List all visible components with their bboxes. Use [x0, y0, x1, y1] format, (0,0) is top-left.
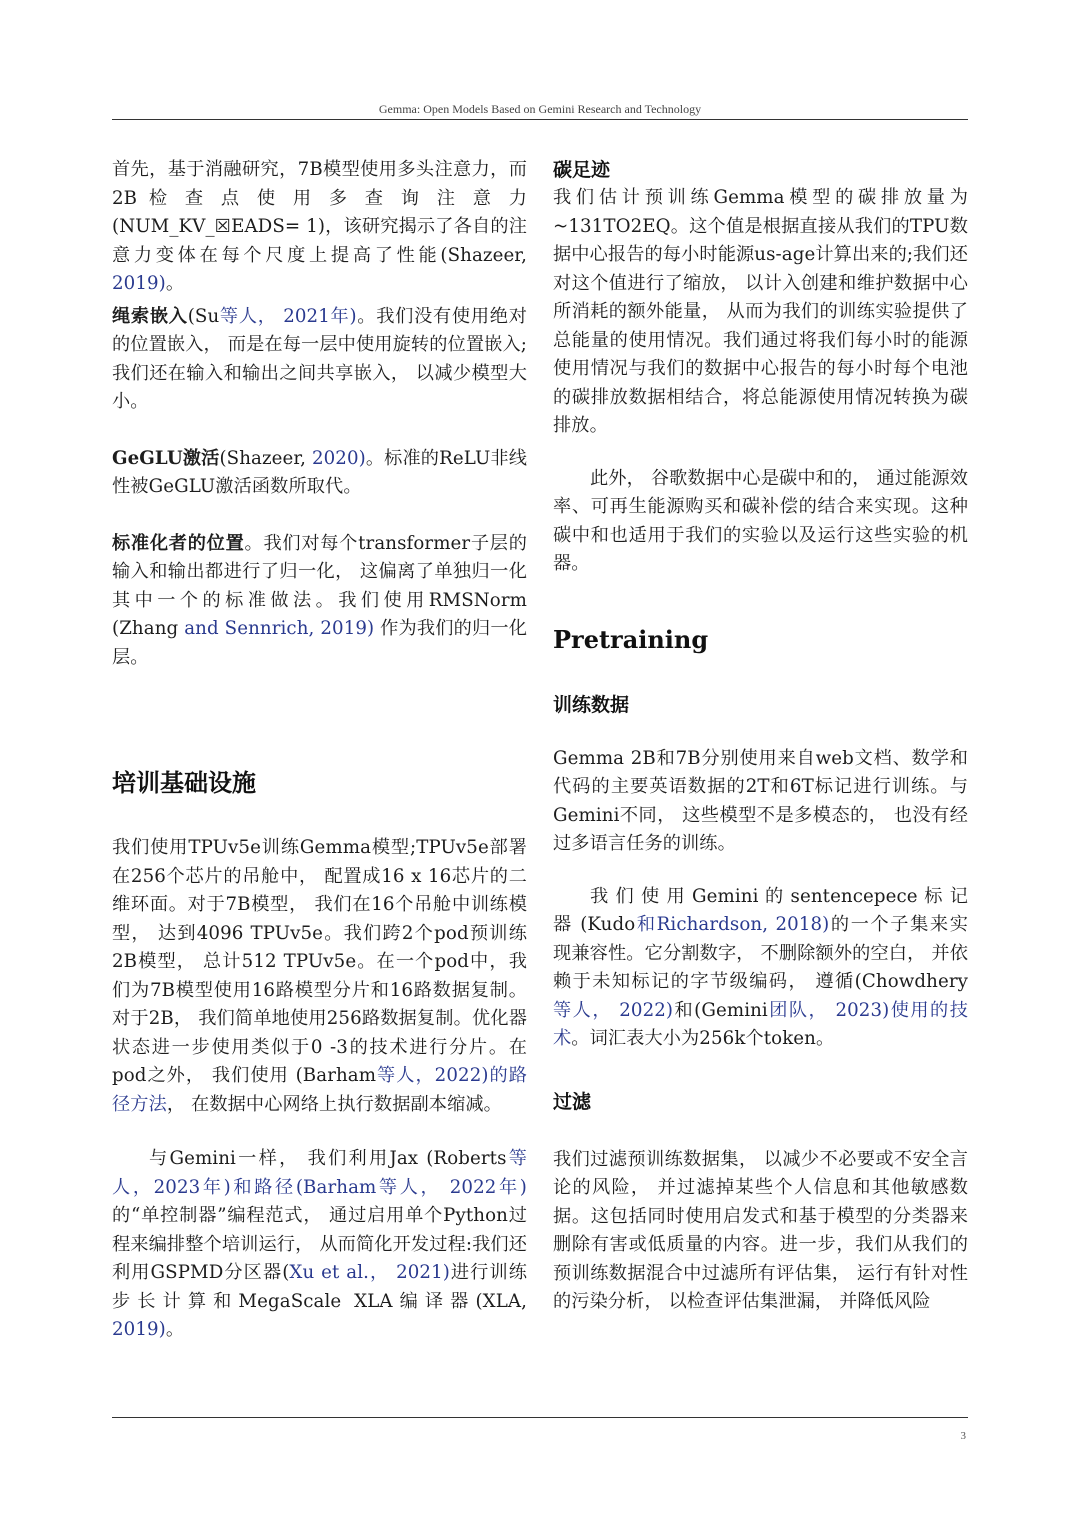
paragraph-geglu — [112, 445, 527, 502]
section-heading-pretraining: Pretraining — [553, 624, 709, 654]
footer-rule — [112, 1417, 968, 1418]
citation-link[interactable]: 2019) — [112, 1319, 166, 1340]
subsection-heading-training-data: 训练数据 — [553, 693, 630, 716]
paragraph-text: (Shazeer, — [219, 447, 312, 469]
run-in-heading: 标准化者的位置 — [112, 532, 245, 554]
citation-link[interactable]: 团队， 2023)使用的技术 — [553, 999, 968, 1049]
paragraph-text: 与Gemini一样， 我们利用Jax (Roberts — [149, 1148, 507, 1169]
paragraph-text: 我们估计预训练Gemma模型的碳排放量为~131TO2EQ。这个值是根据直接从我们的TPU数据中心报告的每小时能源us-age计算出来的;我们还对这个值进行了缩放， 以计入创建和维护数据中心所消耗的额外能量， 从而为我们的训练实验提供了总能量的使用情况。我们通过将我们每小时的能源使用情况与我们的数据中心报告的每小时每个电池的碳排放数据相结合，将总能源使用情况转换为碳排放。 — [553, 187, 968, 436]
paragraph-jax — [112, 1145, 527, 1345]
paragraph-text: 我们使用TPUv5e训练Gemma模型;TPUv5e部署在256个芯片的吊舱中， 配置成16 x 16芯片的二维环面。对于7B模型， 我们在16个吊舱中训练模型， 达到4096 TPUv5e。我们跨2个pod预训练2B模型， 总计512 TPUv5e。在一个pod中，我们为7B模型使用16路模型分片和16路数据复制。对于2B， 我们简单地使用256路数据复制。优化器状态进一步使用类似于0 -3的技术进行分片。在pod之外， 我们使用 (Barham — [112, 837, 527, 1086]
paragraph-text: (Su — [187, 305, 220, 327]
paragraph-text: 。我们对每个transformer子层的输入和输出都进行了归一化， 这偏离了单独归一化其中一个的标准做法。我们使用RMSNorm (Zhang — [112, 532, 527, 639]
paragraph-text: 进行训练步长计算和MegaScale XLA编译器(XLA, — [112, 1262, 527, 1312]
running-header: Gemma: Open Models Based on Gemini Research and Technology — [378, 102, 702, 116]
paragraph-text: 。 — [165, 1319, 185, 1340]
page-number: 3 — [960, 1430, 966, 1442]
citation-link[interactable]: 等人，2023年)和路径( — [112, 1148, 527, 1198]
paragraph-text: 首先，基于消融研究，7B模型使用多头注意力，而 2B 检 查 点 使 用 多 查 询 注 意 力 (NUM_KV_☒EADS= 1)，该研究揭示了各自的注意力变体在每个尺度上提高了性能(Shazeer, — [112, 159, 527, 266]
section-heading-carbon: 碳足迹 — [553, 159, 611, 181]
paragraph-text: 。标准的ReLU非线性被GeGLU激活函数所取代。 — [112, 447, 527, 497]
citation-link[interactable]: 2019) — [112, 273, 166, 294]
paragraph-text: 和(Gemini — [673, 999, 768, 1021]
paragraph-tpu — [112, 834, 527, 1119]
paragraph-text: 。我们没有使用绝对的位置嵌入， 而是在每一层中使用旋转的位置嵌入;我们还在输入和输出之间共享嵌入， 以减少模型大小。 — [112, 305, 527, 412]
paragraph-text: 。 — [165, 273, 185, 294]
paragraph-training-data — [553, 745, 968, 859]
paragraph-text: 我们过滤预训练数据集， 以减少不必要或不安全言论的风险， 并过滤掉某些个人信息和其他敏感数据。这包括同时使用启发式和基于模型的分类器来删除有害或低质量的内容。进一步，我们从我们的预训练数据混合中过滤所有评估集， 运行有针对性的污染分析， 以检查评估集泄漏， 并降低风险 — [553, 1148, 968, 1312]
left-column — [112, 156, 527, 1345]
citation-link[interactable]: 等人， 2021年) — [219, 305, 357, 327]
citation-link[interactable]: 等人， 2022年) — [376, 1176, 527, 1198]
citation-link[interactable]: 2020) — [311, 447, 366, 469]
citation-link[interactable]: 等人，2022)的路径方法 — [112, 1065, 528, 1115]
section-heading-infrastructure: 培训基础设施 — [112, 768, 256, 797]
citation-link[interactable]: 和Richardson, 2018) — [635, 914, 830, 935]
paragraph-carbon — [553, 184, 968, 441]
paragraph-attention — [112, 156, 527, 299]
paragraph-text: 我 们 使 用 Gemini 的 sentencepece 标 记 器 (Kudo — [553, 885, 968, 935]
subsection-heading-filtering: 过滤 — [553, 1090, 592, 1113]
paragraph-text: 作为我们的归一化层。 — [112, 618, 527, 668]
paragraph-text: 的“单控制器”编程范式， 通过启用单个Python过程来编排整个培训运行， 从而简化开发过程:我们还利用GSPMD分区器( — [112, 1205, 527, 1283]
run-in-heading: 绳索嵌入 — [112, 305, 188, 327]
paragraph-text: 此外， 谷歌数据中心是碳中和的， 通过能源效率、可再生能源购买和碳补偿的结合来实现。这种碳中和也适用于我们的实验以及运行这些实验的机器。 — [553, 467, 968, 574]
paragraph-text: ， 在数据中心网络上执行数据副本缩减。 — [166, 1093, 502, 1115]
paragraph-text: 。词汇表大小为256k个token。 — [571, 1028, 835, 1049]
citation-link[interactable]: 等人， 2022) — [553, 999, 674, 1021]
paragraph-normalizer — [112, 530, 527, 673]
paragraph-text: 的一个子集来实现兼容性。它分割数字， 不删除额外的空白， 并依赖于未知标记的字节级编码， 遵循(Chowdhery — [553, 914, 968, 992]
paragraph-filtering — [553, 1146, 968, 1317]
paragraph-carbon-neutral — [553, 465, 968, 579]
citation-link[interactable]: Barham — [303, 1176, 377, 1198]
paragraph-text: Gemma 2B和7B分别使用来自web文档、数学和代码的主要英语数据的2T和6T标记进行训练。与Gemini不同， 这些模型不是多模态的， 也没有经过多语言任务的训练。 — [553, 747, 968, 854]
run-in-heading: GeGLU激活 — [112, 447, 220, 469]
right-column — [553, 156, 968, 1317]
header-rule — [112, 119, 968, 120]
citation-link[interactable]: and Sennrich, 2019) — [184, 618, 375, 639]
paragraph-rope — [112, 303, 527, 417]
citation-link[interactable]: Xu et al.， 2021) — [289, 1262, 450, 1283]
paragraph-tokenizer — [553, 883, 968, 1054]
